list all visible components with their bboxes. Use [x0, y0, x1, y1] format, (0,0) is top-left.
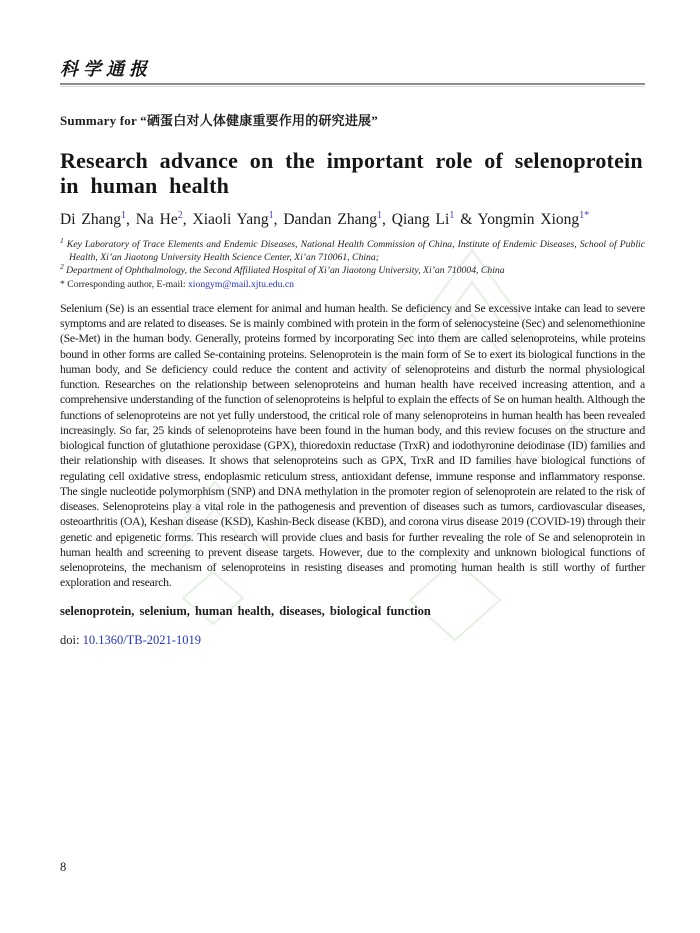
journal-masthead: [60, 55, 645, 87]
author-affil-superscript: 1*: [579, 209, 590, 221]
page-content: [60, 0, 645, 648]
author-affil-superscript: 1: [120, 209, 126, 221]
article-title-line2: in human health: [60, 172, 230, 198]
doi-label: doi:: [60, 632, 80, 647]
author-affil-superscript: 2: [177, 209, 183, 221]
affiliation-1: $^1$ Key Laboratory of Trace Elements and Endemic Diseases, National Health Commission of China, Institute of Endemic Diseases, School of Public Health, Xi’an Jiaotong University Health Science Center, Xi’an 710061, China;: [60, 235, 645, 264]
corresponding-author-line: [60, 278, 645, 291]
masthead-rule-secondary: [60, 86, 645, 87]
corresponding-label: Corresponding author, E-mail:: [67, 278, 186, 290]
author-affil-superscript: 1: [268, 209, 274, 221]
author-byline: [60, 211, 645, 229]
journal-logo: 科学通报: [60, 59, 152, 79]
author: Di Zhang$^1$,: [60, 209, 136, 228]
masthead-rule: [60, 83, 645, 85]
affiliation-2: $^2$ Department of Ophthalmology, the Second Affiliated Hospital of Xi’an Jiaotong University, Xi’an 710004, China: [60, 262, 505, 277]
doi-link[interactable]: 10.1360/TB-2021-1019: [82, 632, 201, 647]
author: Na He$^2$,: [135, 209, 193, 228]
keywords-line: selenoprotein, selenium, human health, diseases, biological function: [60, 603, 431, 618]
affiliation-marker: 1: [60, 235, 64, 245]
author: Yongmin Xiong$^{1*}$: [477, 209, 590, 228]
author: Qiang Li$^1$ &: [391, 209, 478, 228]
corresponding-marker: *: [60, 278, 65, 290]
doi-line: [60, 633, 645, 648]
corresponding-email-link[interactable]: xiongym@mail.xjtu.edu.cn: [187, 278, 295, 290]
author: Xiaoli Yang$^1$,: [192, 209, 284, 228]
affiliation-marker: 2: [60, 262, 64, 272]
author-affil-superscript: 1: [377, 209, 383, 221]
article-title-line1: Research advance on the important role of selenoprotein: [60, 148, 643, 173]
page-number: 8: [60, 860, 67, 874]
article-title: [60, 149, 645, 198]
abstract-paragraph: Selenium (Se) is an essential trace element for animal and human health. Se deficiency and Se excessive intake can lead to severe symptoms and are related to diseases. Se is mainly combined with protein in the form of selenocysteine (Sec) and selenomethionine (Se-Met) in the human body. Generally, proteins formed by incorporating Sec into them are called selenoproteins, while proteins bound in other forms are called Se-containing proteins. Selenoprotein is the main form of Se to exert its biological functions in the human body, and Se deficiency could reduce the content and activity of selenoproteins and disturb the normal physiological function. Researches on the relationship between selenoproteins and human health have received increasing attention, and a comprehensive understanding of the function of selenoproteins is helpful to explain the effects of Se on human health. Although the functions of selenoproteins are not yet fully understood, the critical role of many selenoproteins in human health has been revealed increasingly. So far, 25 kinds of selenoproteins have been found in the human body, and this review focuses on the structure and biological function of glutathione peroxidase (GPX), thioredoxin reductase (TrxR) and iodothyronine deiodinase (ID) families and their relationship with diseases. It shows that selenoproteins such as GPX, TrxR and ID families have biological functions of regulating cell oxidative stress, endoplasmic reticulum stress, antioxidant defense, immune response and inflammatory response. The single nucleotide polymorphism (SNP) and DNA methylation in the promoter region of selenoprotein are related to the risk of diseases. Selenoproteins play a vital role in the pathogenesis and prevention of diseases such as tumors, cardiovascular diseases, osteoarthritis (OA), Keshan disease (KSD), Kashin-Beck disease (KBD), and corona virus disease 2019 (COVID-19) through their genetic and epigenetic forms. This research will provide clues and basis for further revealing the role of Se and selenoprotein in human health and screening to prevent disease targets. However, due to the complexity and unknown biological functions of selenoproteins, the mechanism of selenoproteins in resisting diseases and promoting human health is still worthy of further exploration and research.: [60, 300, 645, 590]
summary-for-line: Summary for “硒蛋白对人体健康重要作用的研究进展”: [60, 113, 378, 128]
author-affil-superscript: 1: [449, 209, 455, 221]
affiliations-block: [60, 235, 645, 291]
author: Dandan Zhang$^1$,: [283, 209, 392, 228]
